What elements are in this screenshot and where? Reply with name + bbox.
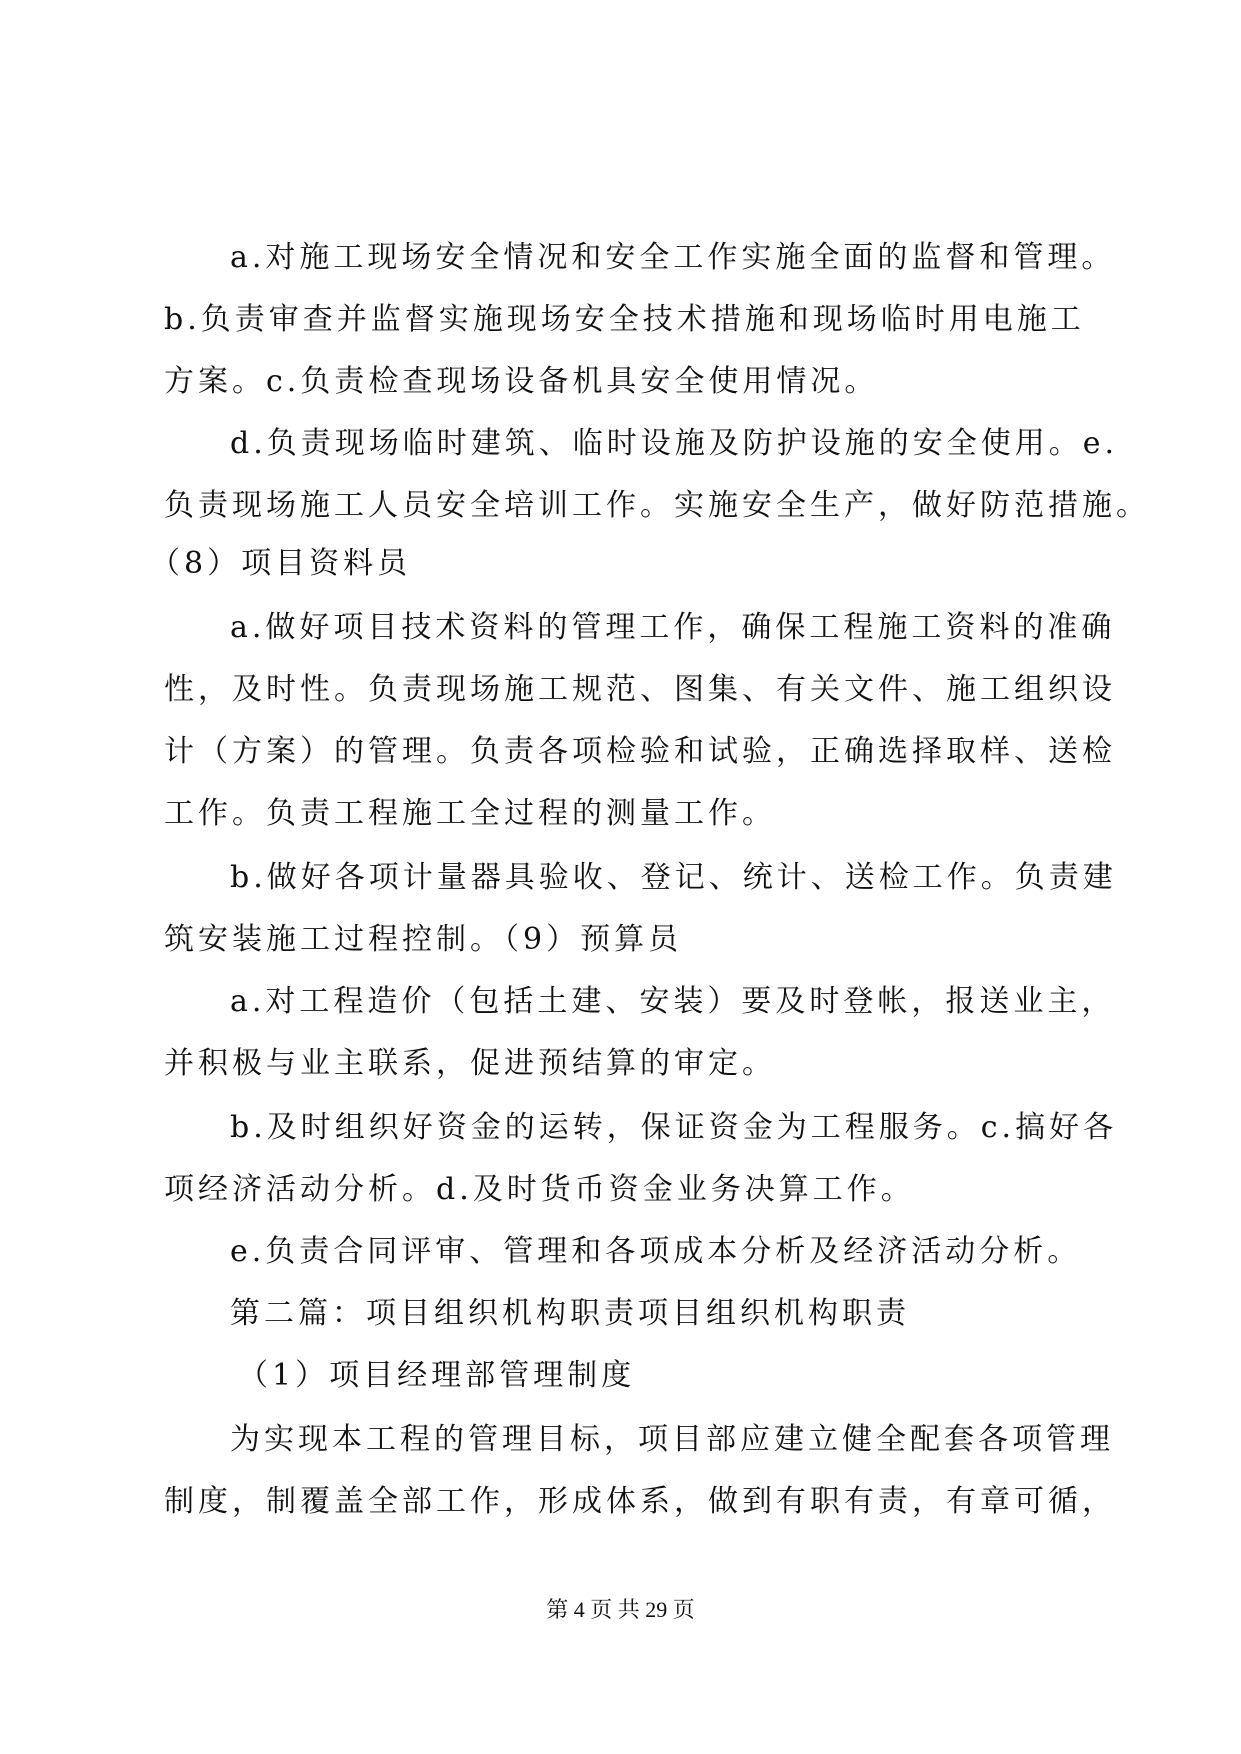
text-line-12: 筑安装施工过程控制。（9）预算员 (164, 922, 683, 957)
text-line-1: a.对施工现场安全情况和安全工作实施全面的监督和管理。 (230, 240, 1116, 275)
section-heading-8: （8）项目资料员 (150, 546, 412, 581)
text-line-15: b.及时组织好资金的运转，保证资金为工程服务。c.搞好各 (230, 1110, 1118, 1145)
section-heading-1: （1）项目经理部管理制度 (238, 1358, 636, 1393)
text-line-10: 工作。负责工程施工全过程的测量工作。 (164, 796, 776, 831)
text-line-9: 计（方案）的管理。负责各项检验和试验，正确选择取样、送检 (164, 734, 1116, 769)
text-line-17: e.负责合同评审、管理和各项成本分析及经济活动分析。 (230, 1234, 1082, 1269)
text-line-11: b.做好各项计量器具验收、登记、统计、送检工作。负责建 (230, 860, 1117, 895)
page-footer: 第 4 页 共 29 页 (546, 1597, 695, 1622)
text-line-3: 方案。c.负责检查现场设备机具安全使用情况。 (164, 364, 879, 399)
text-line-4: d.负责现场临时建筑、临时设施及防护设施的安全使用。e. (230, 426, 1119, 461)
text-line-20: 为实现本工程的管理目标，项目部应建立健全配套各项管理 (230, 1422, 1114, 1457)
text-line-2: b.负责审查并监督实施现场安全技术措施和现场临时用电施工 (164, 302, 1085, 337)
chapter-heading: 第二篇：项目组织机构职责项目组织机构职责 (230, 1296, 910, 1331)
text-line-7: a.做好项目技术资料的管理工作，确保工程施工资料的准确 (230, 610, 1116, 645)
text-line-8: 性，及时性。负责现场施工规范、图集、有关文件、施工组织设 (164, 672, 1116, 707)
text-line-14: 并积极与业主联系，促进预结算的审定。 (164, 1046, 776, 1081)
text-line-16: 项经济活动分析。d.及时货币资金业务决算工作。 (164, 1172, 915, 1207)
text-line-13: a.对工程造价（包括土建、安装）要及时登帐，报送业主， (230, 984, 1116, 1019)
text-line-5: 负责现场施工人员安全培训工作。实施安全生产，做好防范措施。 (164, 488, 1150, 523)
text-line-21: 制度，制覆盖全部工作，形成体系，做到有职有责，有章可循， (164, 1484, 1116, 1519)
